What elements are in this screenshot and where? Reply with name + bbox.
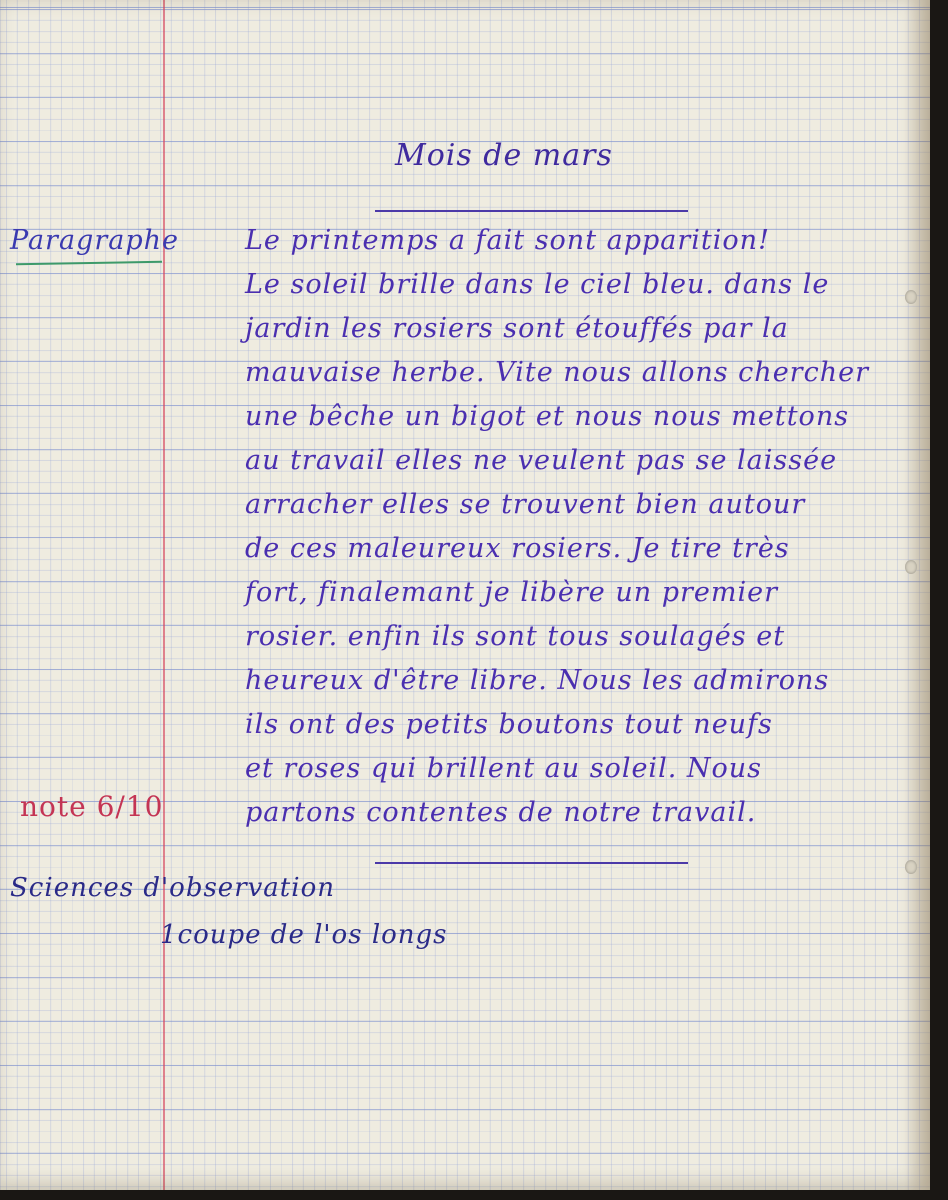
paragraph-line: rosier. enfin ils sont tous soulagés et	[245, 621, 786, 652]
binding-hole	[905, 860, 917, 874]
paragraph-line: Le printemps a fait sont apparition!	[245, 225, 770, 256]
paragraph-line: heureux d'être libre. Nous les admirons	[245, 665, 830, 696]
margin-label-underline	[16, 261, 162, 266]
paragraph-line: partons contentes de notre travail.	[245, 797, 757, 828]
paragraph-line: une bêche un bigot et nous nous mettons	[245, 401, 850, 432]
title-divider	[375, 210, 688, 212]
binding-hole	[905, 560, 917, 574]
paragraph-line: arracher elles se trouvent bien autour	[245, 489, 806, 520]
paragraph-line: et roses qui brillent au soleil. Nous	[245, 753, 762, 784]
binding-hole	[905, 290, 917, 304]
next-subject-heading: Sciences d'observation	[10, 873, 335, 903]
paragraph-line: fort, finalemant je libère un premier	[245, 577, 779, 608]
paragraph-line: de ces maleureux rosiers. Je tire très	[245, 533, 790, 564]
paragraph-line: jardin les rosiers sont étouffés par la	[245, 313, 789, 344]
margin-label-paragraphe: Paragraphe	[10, 225, 179, 256]
page-title: Mois de mars	[395, 138, 613, 173]
grade-note: note 6/10	[20, 790, 164, 823]
next-subject-detail: 1coupe de l'os longs	[160, 920, 448, 950]
paragraph-line: Le soleil brille dans le ciel bleu. dans le	[245, 269, 830, 300]
paragraph-line: au travail elles ne veulent pas se laissée	[245, 445, 838, 476]
paragraph-line: mauvaise herbe. Vite nous allons chercher	[245, 357, 869, 388]
paragraph-line: ils ont des petits boutons tout neufs	[245, 709, 773, 740]
section-divider	[375, 862, 688, 864]
page-binding-edge	[904, 0, 930, 1190]
